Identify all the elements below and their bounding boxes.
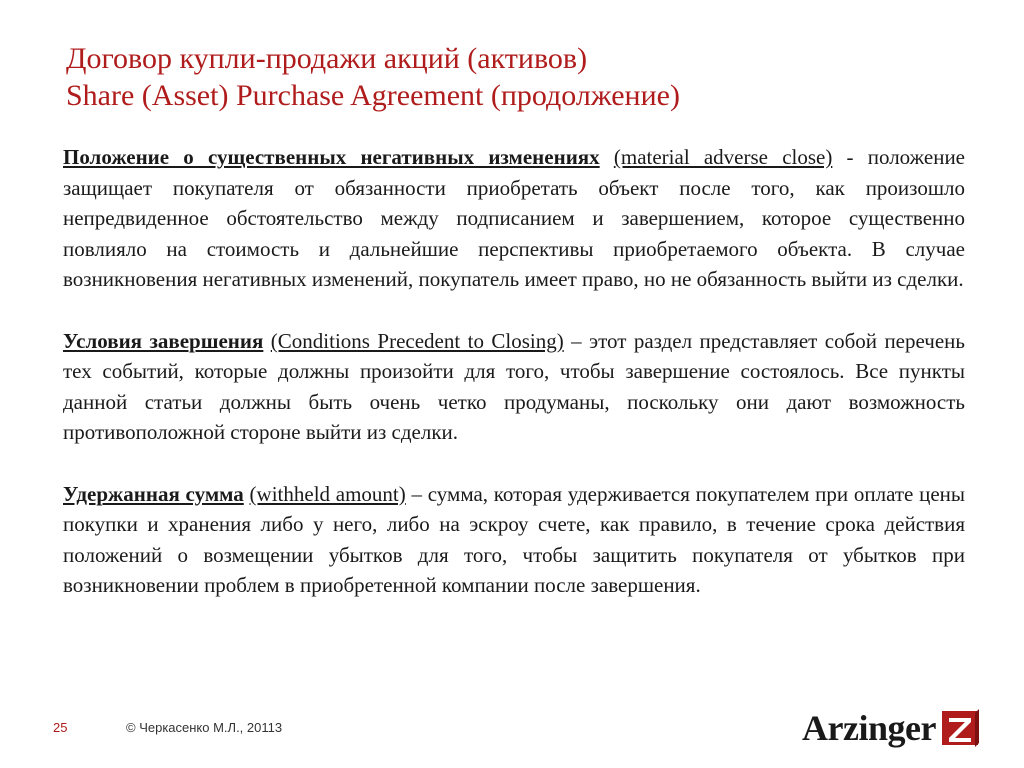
term-heading: Удержанная сумма [63,481,244,506]
slide-content [63,142,965,601]
paragraph-withheld-amount [63,479,965,601]
term-gloss: (withheld amount) [249,481,406,506]
arzinger-logo-mark-icon [942,709,980,747]
paragraph-material-adverse [63,142,965,295]
slide-title-line2: Share (Asset) Purchase Agreement (продолжение) [66,79,680,112]
paragraph-conditions-precedent [63,326,965,448]
term-gloss: (material adverse close) [613,145,833,169]
page-number: 25 [53,720,68,735]
arzinger-logo [802,706,980,750]
paragraph-text: – сумма, которая удерживается покупателем при оплате цены покупки и хранения либо у него, либо на эскроу счете, как правило, в течение срока действия положений о возмещении убытков для того, чтобы защитить покупателя от убытков при возникновении проблем в приобретенной компании после завершения. [63,481,966,598]
paragraph-text: - положение защищает покупателя от обязанности приобретать объект после того, как произошло непредвиденное обстоятельство между подписанием и завершением, которое существенно повлияло на стоимость и дальнейшие перспективы приобретаемого объекта. В случае возникновения негативных изменений, покупатель имеет право, но не обязанность выйти из сделки. [63,145,966,292]
slide-title-line1: Договор купли-продажи акций (активов) [66,42,588,75]
paragraph-text: – этот раздел представляет собой перечень тех событий, которые должны произойти для того, чтобы завершение состоялось. Все пункты данной статьи должны быть очень четко продуманы, поскольку они дают возможность противоположной стороне выйти из сделки. [63,328,966,445]
term-gloss: (Conditions Precedent to Closing) [270,328,564,353]
term-heading: Условия завершения [63,328,264,353]
term-heading: Положение о существенных негативных изменениях [63,145,600,169]
copyright-notice: © Черкасенко М.Л., 20113 [126,720,283,735]
logo-text: Arzinger [802,708,936,748]
slide-title [66,40,966,114]
